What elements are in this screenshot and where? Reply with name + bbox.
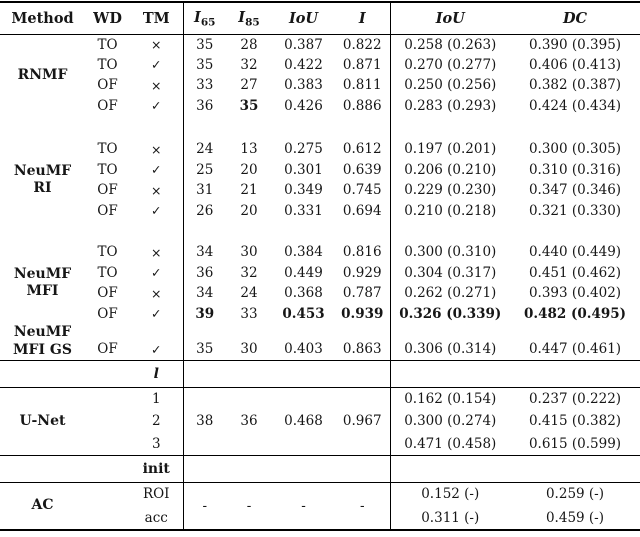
cell-i85: 30	[240, 244, 258, 261]
cell-i65: 26	[183, 201, 226, 222]
check-icon: ✓	[151, 306, 162, 322]
subheader-row-init	[0, 455, 640, 482]
cell-i: 0.863	[335, 324, 390, 361]
results-table	[0, 1, 640, 531]
spacer-cell	[0, 361, 85, 388]
cell-i65: 38	[183, 410, 226, 433]
cell-dc: 0.390 (0.395)	[528, 36, 622, 53]
cell-iou-right: 0.471 (0.458)	[390, 433, 510, 456]
cell-i65: 35	[183, 324, 226, 361]
col-header-i65	[183, 2, 226, 34]
cell-dc: 0.615 (0.599)	[510, 433, 640, 456]
cell-dc: 0.459 (-)	[545, 509, 605, 526]
cell-wd	[85, 482, 130, 506]
table-row	[0, 96, 640, 117]
cell-iou-right: 0.262 (0.271)	[390, 283, 510, 304]
cell-dc: 0.447 (0.461)	[510, 324, 640, 361]
cell-wd: TO	[97, 36, 118, 53]
cell-i: 0.811	[342, 77, 382, 94]
spacer-cell	[183, 455, 390, 482]
cell-dc: 0.406 (0.413)	[528, 56, 622, 73]
cross-icon: ×	[151, 244, 162, 260]
cross-icon: ×	[151, 37, 162, 52]
method-label-ac: AC	[31, 497, 54, 513]
method-label-neumf-mfi: NeuMF MFI	[13, 265, 72, 299]
cell-i	[335, 433, 390, 456]
cell-iou: 0.384	[284, 244, 323, 261]
cell-i: 0.886	[342, 97, 382, 114]
col-header-iou: IoU	[272, 2, 335, 34]
table-row	[0, 433, 640, 456]
method-label-rnmf: RNMF	[17, 66, 68, 83]
cell-i85: 21	[240, 182, 258, 199]
cell-i85	[226, 433, 272, 456]
cell-i: 0.745	[342, 182, 382, 199]
cell-level: 3	[130, 433, 183, 456]
cell-i65-dash: -	[183, 482, 226, 530]
cell-i65: 36	[183, 263, 226, 284]
spacer-cell	[183, 221, 390, 242]
cell-iou-right: 0.326 (0.339)	[390, 304, 510, 325]
cell-i85-dash: -	[246, 497, 252, 514]
cell-iou-right: 0.300 (0.274)	[390, 410, 510, 433]
cell-iou-right: 0.311 (-)	[390, 506, 510, 530]
cell-i: 0.871	[342, 56, 382, 73]
table-row	[0, 410, 640, 433]
cell-i85: 32	[240, 264, 258, 281]
cell-i: 0.929	[342, 264, 382, 281]
cell-iou-right: 0.229 (0.230)	[390, 180, 510, 201]
cell-i65: 34	[183, 242, 226, 263]
cell-wd: OF	[97, 305, 118, 322]
cell-iou	[272, 433, 335, 456]
spacer-row	[0, 116, 640, 139]
cell-wd	[85, 410, 130, 433]
check-icon: ✓	[151, 57, 162, 73]
cell-iou: 0.453	[282, 305, 325, 322]
cell-dc: 0.259 (-)	[545, 486, 605, 503]
table-row	[0, 263, 640, 284]
cell-i85: 28	[240, 36, 258, 53]
cell-dc: 0.440 (0.449)	[528, 244, 622, 261]
cell-iou-right: 0.250 (0.256)	[390, 75, 510, 96]
cell-wd: TO	[97, 161, 118, 178]
table-row	[0, 242, 640, 263]
cell-iou: 0.426	[284, 97, 323, 114]
cell-wd: OF	[97, 77, 118, 94]
spacer-cell	[85, 361, 130, 388]
col-header-i: I	[335, 2, 390, 34]
cell-i65: 35	[183, 34, 226, 55]
table-row	[0, 55, 640, 76]
cell-dc: 0.424 (0.434)	[528, 97, 622, 114]
spacer-cell	[0, 455, 85, 482]
table-row	[0, 201, 640, 222]
cell-wd: OF	[85, 324, 130, 361]
cell-i85: 32	[240, 56, 258, 73]
subheader-row-l	[0, 361, 640, 388]
cell-i65: 25	[183, 160, 226, 181]
cell-iou-right: 0.270 (0.277)	[390, 55, 510, 76]
cell-dc: 0.310 (0.316)	[528, 161, 622, 178]
cell-i65: 34	[183, 283, 226, 304]
cell-iou: 0.301	[284, 161, 323, 178]
cell-i85: 30	[226, 324, 272, 361]
cell-i: 0.787	[342, 285, 382, 302]
method-label-neumf-ri: NeuMF RI	[13, 162, 72, 196]
cell-iou: 0.331	[284, 202, 323, 219]
table-row	[0, 34, 640, 55]
cell-iou: 0.422	[284, 56, 323, 73]
subheader-label-l: l	[130, 361, 183, 388]
cell-iou-right: 0.206 (0.210)	[390, 160, 510, 181]
cell-i85	[226, 388, 272, 411]
col-header-wd: WD	[85, 2, 130, 34]
cell-wd	[85, 388, 130, 411]
spacer-cell	[0, 116, 183, 139]
cell-wd: OF	[97, 285, 118, 302]
spacer-cell	[390, 455, 640, 482]
table-row	[0, 139, 640, 160]
col-header-i85	[226, 2, 272, 34]
col-header-dc: DC	[510, 2, 640, 34]
cell-iou-right: 0.304 (0.317)	[390, 263, 510, 284]
cell-iou-right: 0.162 (0.154)	[390, 388, 510, 411]
cell-iou-right: 0.197 (0.201)	[390, 139, 510, 160]
cell-i65: 36	[183, 96, 226, 117]
cell-iou: 0.449	[284, 264, 323, 281]
cell-i: 0.612	[342, 141, 382, 158]
cell-iou: 0.368	[284, 285, 323, 302]
spacer-row	[0, 221, 640, 242]
cell-dc: 0.451 (0.462)	[528, 264, 622, 281]
cell-dc: 0.237 (0.222)	[528, 391, 622, 407]
cell-wd: TO	[97, 244, 118, 261]
cell-wd: TO	[97, 264, 118, 281]
table-row	[0, 75, 640, 96]
cell-iou: 0.387	[284, 36, 323, 53]
cell-i: 0.816	[342, 244, 382, 261]
table-row	[0, 304, 640, 325]
cross-icon: ×	[151, 141, 162, 157]
spacer-cell	[183, 116, 390, 139]
cell-i85: 36	[240, 413, 258, 430]
cell-iou-right: 0.258 (0.263)	[390, 34, 510, 55]
cell-iou-right: 0.300 (0.310)	[390, 242, 510, 263]
cell-iou: 0.468	[284, 413, 323, 430]
method-label-unet: U-Net	[0, 388, 85, 456]
cell-i65: 35	[183, 55, 226, 76]
cell-dc: 0.347 (0.346)	[528, 182, 622, 199]
method-label-neumf-mfi-gs: NeuMF MFI GS	[0, 324, 85, 361]
cell-i85: 20	[240, 161, 258, 178]
cell-init: acc	[144, 509, 168, 526]
header-row	[0, 2, 640, 34]
cross-icon: ×	[151, 182, 162, 198]
cell-i: 0.639	[342, 161, 382, 178]
table-row	[0, 160, 640, 181]
cell-i65	[183, 388, 226, 411]
col-header-method: Method	[0, 2, 85, 34]
table-row	[0, 388, 640, 411]
cell-iou	[272, 388, 335, 411]
spacer-cell	[390, 116, 640, 139]
cell-wd: TO	[97, 141, 118, 158]
col-header-tm: TM	[130, 2, 183, 34]
cell-wd: OF	[97, 182, 118, 199]
cell-i85: 20	[240, 202, 258, 219]
cell-dc: 0.482 (0.495)	[523, 305, 627, 322]
cell-dc: 0.393 (0.402)	[528, 285, 622, 302]
cell-i65: 31	[183, 180, 226, 201]
cell-iou-right: 0.210 (0.218)	[390, 201, 510, 222]
check-icon: ✓	[130, 324, 183, 361]
table-row	[0, 180, 640, 201]
cell-iou-right: 0.306 (0.314)	[390, 324, 510, 361]
cell-dc: 0.321 (0.330)	[528, 202, 622, 219]
table-row	[0, 324, 640, 361]
cell-iou-dash: -	[301, 497, 306, 514]
cell-level: 2	[151, 413, 161, 430]
cell-i85: 13	[240, 141, 258, 158]
cell-i85: 35	[239, 97, 259, 114]
cell-wd: OF	[97, 202, 118, 219]
cell-i85: 33	[240, 305, 258, 322]
cell-i: 0.822	[342, 36, 382, 53]
check-icon: ✓	[151, 265, 162, 281]
cell-wd	[85, 433, 130, 456]
cell-i85: 24	[240, 285, 258, 302]
cell-iou: 0.275	[284, 141, 323, 158]
cell-iou-right: 0.152 (-)	[390, 482, 510, 506]
cell-i65: 24	[183, 139, 226, 160]
cell-i65: 33	[183, 75, 226, 96]
cell-i: 0.694	[342, 202, 382, 219]
cell-i85: 27	[240, 77, 258, 94]
cell-i65: 39	[183, 304, 226, 325]
cell-i: 0.967	[342, 413, 382, 430]
check-icon: ✓	[151, 203, 162, 219]
i65-base: I	[194, 8, 201, 26]
table-row	[0, 283, 640, 304]
cell-dc: 0.415 (0.382)	[528, 413, 622, 430]
cell-i	[335, 388, 390, 411]
col-header-iou-right: IoU	[390, 2, 510, 34]
check-icon: ✓	[151, 98, 162, 114]
cell-i: 0.939	[341, 305, 384, 322]
table-row	[0, 482, 640, 506]
spacer-cell	[85, 455, 130, 482]
spacer-cell	[390, 221, 640, 242]
spacer-cell	[390, 361, 640, 388]
i65-subscript: 65	[200, 16, 216, 28]
cell-i-dash: -	[359, 497, 365, 514]
cell-wd	[85, 506, 130, 530]
cell-wd: TO	[97, 56, 118, 73]
subheader-label-init: init	[130, 455, 183, 482]
cell-iou: 0.349	[284, 182, 323, 199]
spacer-cell	[0, 221, 183, 242]
cell-iou-right: 0.283 (0.293)	[390, 96, 510, 117]
cell-iou: 0.403	[272, 324, 335, 361]
cell-iou: 0.383	[284, 77, 323, 94]
cell-level: 1	[151, 391, 161, 407]
i85-base: I	[238, 8, 246, 26]
i85-subscript: 85	[245, 16, 260, 28]
cross-icon: ×	[151, 285, 162, 301]
cell-dc: 0.300 (0.305)	[528, 141, 622, 158]
cell-i65	[183, 433, 226, 456]
cell-dc: 0.382 (0.387)	[528, 77, 622, 94]
cell-init: ROI	[142, 486, 170, 503]
spacer-cell	[183, 361, 390, 388]
cell-wd: OF	[97, 97, 118, 114]
cross-icon: ×	[151, 77, 162, 93]
check-icon: ✓	[151, 162, 162, 178]
